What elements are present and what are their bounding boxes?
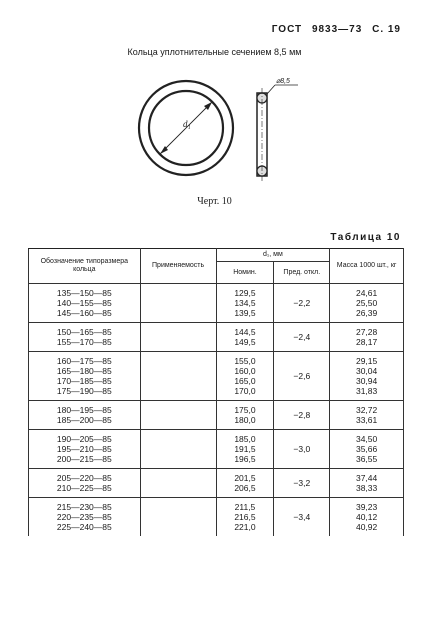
- page-header: [266, 24, 401, 35]
- nominal-value: 211,5: [234, 502, 256, 513]
- table-row: [29, 469, 404, 498]
- mass-cell: [330, 352, 404, 401]
- designation-value: 140—155—85: [56, 298, 112, 309]
- mass-cell: [330, 401, 404, 430]
- mass-value: 36,55: [355, 454, 378, 465]
- table-body: [29, 284, 404, 537]
- mass-value: 40,92: [355, 522, 378, 533]
- mass-value: 37,44: [355, 473, 378, 484]
- section-leader: [267, 85, 275, 94]
- figure-caption: Кольца уплотнительные сечением 8,5 мм: [127, 47, 302, 57]
- mass-value: 32,72: [355, 405, 378, 416]
- table-row: [29, 284, 404, 323]
- table-title: Таблица 10: [330, 232, 401, 243]
- table-row: [29, 401, 404, 430]
- nominal-value: 185,0: [234, 434, 256, 445]
- mass-value: 40,12: [355, 512, 378, 523]
- designation-value: 175—190—85: [56, 386, 112, 397]
- designation-value: 180—195—85: [56, 405, 112, 416]
- nominal-cell: [216, 352, 274, 401]
- header-designation: Обозначение типоразмера кольца: [29, 249, 141, 284]
- nominal-value: 216,5: [234, 512, 256, 523]
- mass-value: 39,23: [355, 502, 378, 513]
- table-row: [29, 430, 404, 469]
- applicability-cell: [140, 469, 216, 498]
- data-table: [28, 248, 404, 536]
- deviation-value: −3,0: [274, 430, 330, 469]
- mass-cell: [330, 469, 404, 498]
- standard-number: 9833—73: [311, 24, 363, 35]
- deviation-value: −2,8: [274, 401, 330, 430]
- designation-value: 135—150—85: [56, 288, 112, 299]
- nominal-value: 175,0: [234, 405, 256, 416]
- nominal-value: 165,0: [234, 376, 256, 387]
- mass-value: 24,61: [355, 288, 378, 299]
- nominal-value: 149,5: [234, 337, 256, 348]
- nominal-cell: [216, 284, 274, 323]
- mass-value: 35,66: [355, 444, 378, 455]
- nominal-value: 191,5: [234, 444, 256, 455]
- designation-cell: [29, 430, 141, 469]
- header-mass: Масса 1000 шт., кг: [330, 249, 404, 284]
- designation-cell: [29, 498, 141, 537]
- designation-cell: [29, 469, 141, 498]
- nominal-cell: [216, 498, 274, 537]
- designation-value: 185—200—85: [56, 415, 112, 426]
- designation-value: 150—165—85: [56, 327, 112, 338]
- designation-cell: [29, 284, 141, 323]
- mass-value: 31,83: [355, 386, 378, 397]
- deviation-value: −2,4: [274, 323, 330, 352]
- deviation-value: −3,4: [274, 498, 330, 537]
- nominal-value: 139,5: [234, 308, 256, 319]
- applicability-cell: [140, 498, 216, 537]
- standard-label: ГОСТ: [271, 24, 303, 35]
- designation-value: 165—180—85: [56, 366, 112, 377]
- mass-value: 30,04: [355, 366, 378, 377]
- mass-cell: [330, 498, 404, 537]
- mass-value: 27,28: [355, 327, 378, 338]
- mass-value: 33,61: [355, 415, 378, 426]
- designation-value: 205—220—85: [56, 473, 112, 484]
- designation-value: 200—215—85: [56, 454, 112, 465]
- deviation-value: −2,2: [274, 284, 330, 323]
- mass-cell: [330, 284, 404, 323]
- designation-value: 215—230—85: [56, 502, 112, 513]
- page-number: С. 19: [372, 24, 401, 35]
- diameter-label: d₁: [183, 119, 191, 129]
- nominal-value: 170,0: [234, 386, 256, 397]
- mass-cell: [330, 430, 404, 469]
- designation-value: 160—175—85: [56, 356, 112, 367]
- nominal-cell: [216, 430, 274, 469]
- table-row: [29, 323, 404, 352]
- mass-value: 29,15: [355, 356, 378, 367]
- nominal-cell: [216, 323, 274, 352]
- header-applicability: Применяемость: [140, 249, 216, 284]
- mass-value: 38,33: [355, 483, 378, 494]
- mass-value: 26,39: [355, 308, 378, 319]
- designation-value: 195—210—85: [56, 444, 112, 455]
- applicability-cell: [140, 430, 216, 469]
- nominal-value: 155,0: [234, 356, 256, 367]
- header-d1-group: d₁, мм: [216, 249, 330, 262]
- designation-value: 170—185—85: [56, 376, 112, 387]
- applicability-cell: [140, 352, 216, 401]
- applicability-cell: [140, 323, 216, 352]
- mass-value: 30,94: [355, 376, 378, 387]
- mass-cell: [330, 323, 404, 352]
- deviation-value: −2,6: [274, 352, 330, 401]
- designation-value: 145—160—85: [56, 308, 112, 319]
- nominal-value: 206,5: [234, 483, 256, 494]
- nominal-cell: [216, 401, 274, 430]
- nominal-value: 160,0: [234, 366, 256, 377]
- mass-value: 28,17: [355, 337, 378, 348]
- table-row: [29, 498, 404, 537]
- designation-value: 220—235—85: [56, 512, 112, 523]
- header-nominal: Номин.: [216, 262, 274, 284]
- figure-label: Черт. 10: [197, 196, 232, 207]
- nominal-value: 180,0: [234, 415, 256, 426]
- mass-value: 34,50: [355, 434, 378, 445]
- designation-cell: [29, 323, 141, 352]
- designation-cell: [29, 401, 141, 430]
- designation-value: 190—205—85: [56, 434, 112, 445]
- nominal-value: 201,5: [234, 473, 256, 484]
- applicability-cell: [140, 284, 216, 323]
- nominal-cell: [216, 469, 274, 498]
- ring-drawing: [130, 70, 310, 185]
- designation-cell: [29, 352, 141, 401]
- designation-value: 225—240—85: [56, 522, 112, 533]
- applicability-cell: [140, 401, 216, 430]
- header-deviation: Пред. откл.: [274, 262, 330, 284]
- nominal-value: 196,5: [234, 454, 256, 465]
- deviation-value: −3,2: [274, 469, 330, 498]
- nominal-value: 144,5: [234, 327, 256, 338]
- designation-value: 210—225—85: [56, 483, 112, 494]
- nominal-value: 134,5: [234, 298, 256, 309]
- nominal-value: 129,5: [234, 288, 256, 299]
- nominal-value: 221,0: [234, 522, 256, 533]
- table-row: [29, 352, 404, 401]
- mass-value: 25,50: [355, 298, 378, 309]
- section-label: ⌀8,5: [276, 78, 290, 85]
- designation-value: 155—170—85: [56, 337, 112, 348]
